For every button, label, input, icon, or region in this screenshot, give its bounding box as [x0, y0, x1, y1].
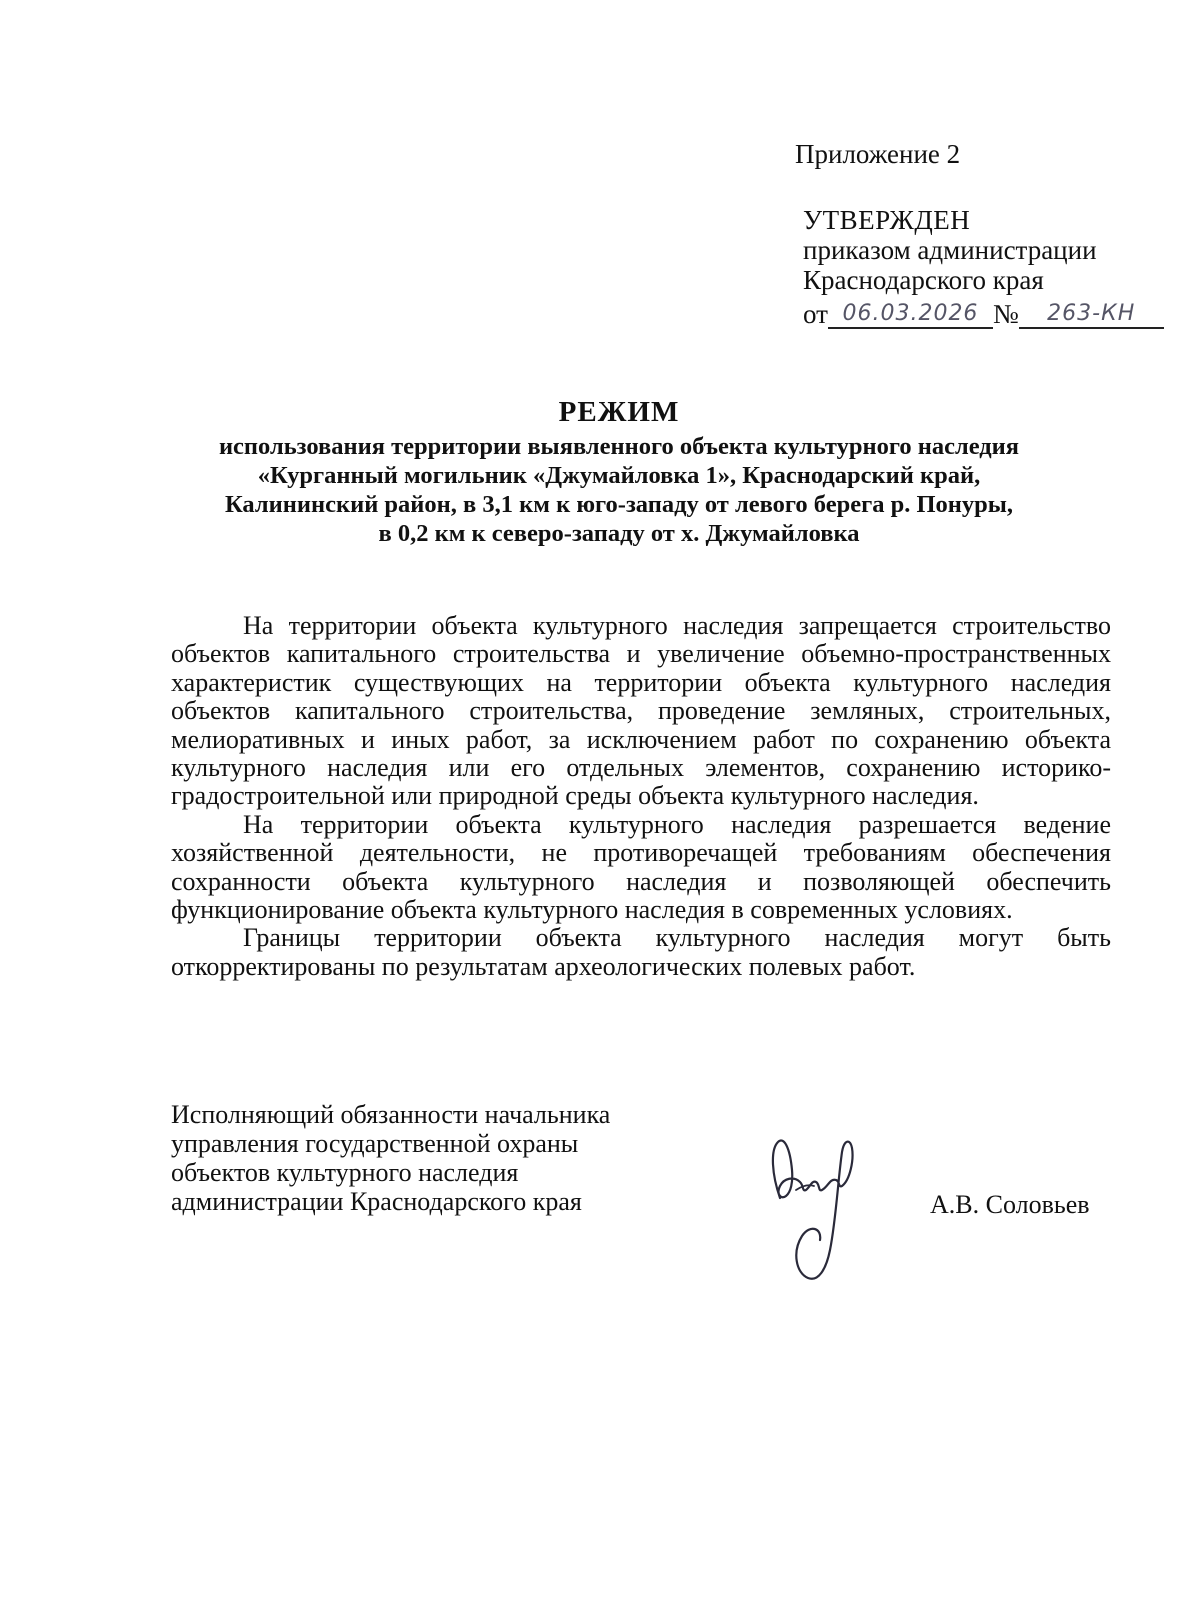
- signer-role: [171, 1100, 610, 1216]
- approval-line-2: Краснодарского края: [803, 265, 1044, 295]
- title-subtitle-line: использования территории выявленного объекта культурного наследия: [218, 433, 1020, 460]
- title-subtitle-line: Калининский район, в 3,1 км к юго-западу от левого берега р. Понуры,: [224, 491, 1014, 518]
- signer-role-line: администрации Краснодарского края: [171, 1187, 582, 1216]
- paragraph-prohibitions: На территории объекта культурного наследия запрещается строительство объектов капитального строительства и увеличение объемно-пространственных характеристик существующих на территории объекта культурного наследия объектов капитального строительства, проведение земляных, строительных, мелиоративных и иных работ, за исключением работ по сохранению объекта культурного наследия или его отдельных элементов, сохранению историко-градостроительной или природной среды объекта культурного наследия.: [171, 611, 1111, 811]
- date-prefix: от: [803, 299, 828, 329]
- title-subtitle-line: «Курганный могильник «Джумайловка 1», Краснодарский край,: [257, 462, 981, 489]
- title-main: РЕЖИМ: [558, 396, 680, 428]
- signer-role-line: управления государственной охраны: [171, 1129, 579, 1158]
- signer-name: А.В. Соловьев: [930, 1190, 1090, 1219]
- signer-role-line: объектов культурного наследия: [171, 1158, 519, 1187]
- approval-line-1: приказом администрации: [803, 235, 1097, 265]
- approval-block: [803, 205, 1164, 329]
- order-date-handwritten: 06.03.2026: [828, 301, 993, 329]
- paragraph-permissions: На территории объекта культурного наследия разрешается ведение хозяйственной деятельности, не противоречащей требованиям обеспечения сохранности объекта культурного наследия и позволяющей обеспечить функционирование объекта культурного наследия в современных условиях.: [171, 809, 1111, 925]
- title-subtitle-line: в 0,2 км к северо-западу от х. Джумайловка: [378, 520, 860, 547]
- handwritten-signature: [750, 1120, 880, 1290]
- number-prefix: №: [992, 299, 1019, 329]
- appendix-label: Приложение 2: [795, 139, 961, 169]
- approval-heading: УТВЕРЖДЕН: [803, 205, 971, 235]
- document-body: [171, 612, 1111, 981]
- signer-role-line: Исполняющий обязанности начальника: [171, 1100, 611, 1129]
- order-number-handwritten: 263-КН: [1019, 301, 1164, 329]
- document-title: [160, 392, 1078, 548]
- order-reference: [803, 295, 1164, 329]
- paragraph-boundaries: Границы территории объекта культурного наследия могут быть откорректированы по результатам археологических полевых работ.: [171, 923, 1111, 981]
